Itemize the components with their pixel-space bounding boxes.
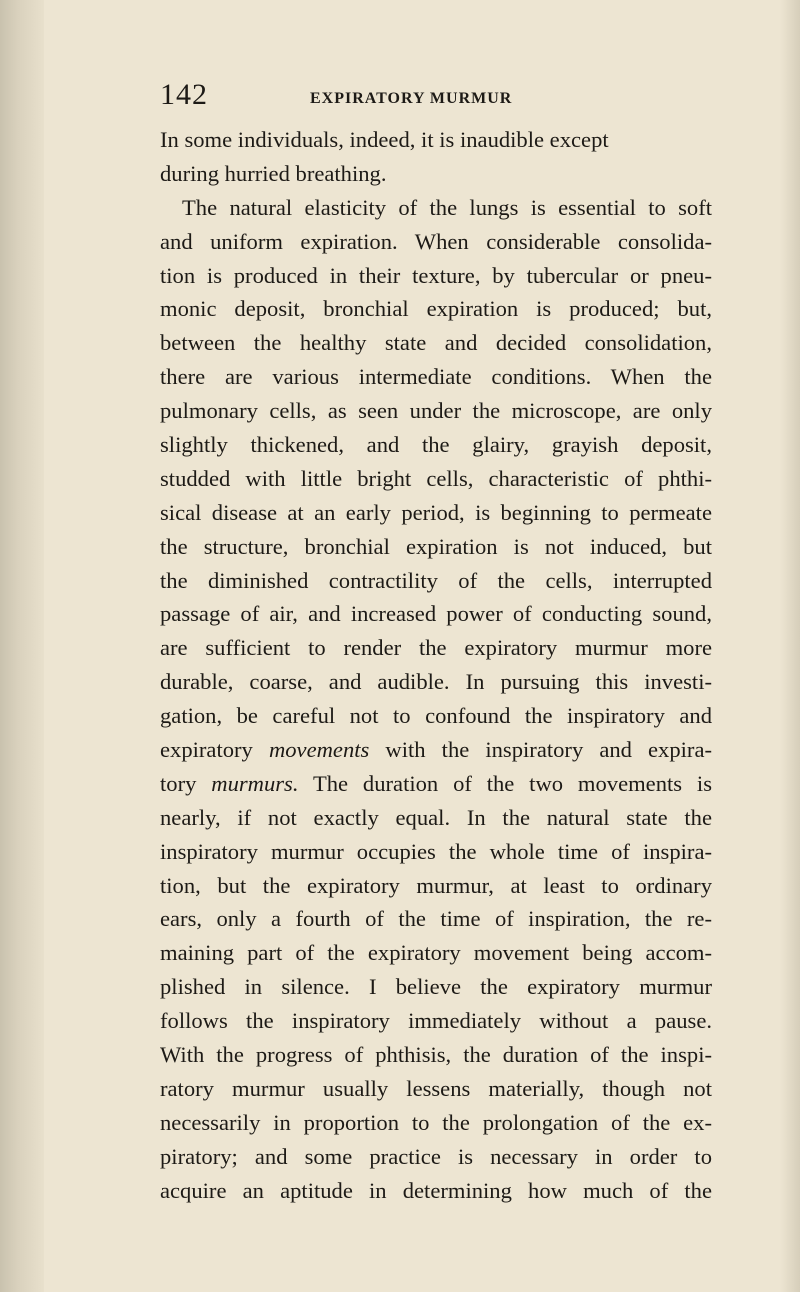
text-segment: with the inspiratory and expira- <box>369 737 712 763</box>
body-text <box>160 123 712 1208</box>
text-line: during hurried breathing. <box>160 160 387 186</box>
text-line: follows the inspiratory immediately without a pause. <box>160 1008 712 1034</box>
text-line: The natural elasticity of the lungs is essential to soft <box>182 194 712 220</box>
text-line: plished in silence. I believe the expiratory murmur <box>160 974 712 1000</box>
text-line: necessarily in proportion to the prolongation of the ex- <box>160 1109 712 1135</box>
text-line: durable, coarse, and audible. In pursuing this investi- <box>160 669 712 695</box>
text-line: ratory murmur usually lessens materially, though not <box>160 1075 712 1101</box>
text-line: nearly, if not exactly equal. In the natural state the <box>160 804 712 830</box>
text-line <box>160 733 712 767</box>
italic-term: movements <box>268 737 370 763</box>
text-line: monic deposit, bronchial expiration is produced; but, <box>160 296 712 322</box>
text-line: there are various intermediate conditions. When the <box>160 364 712 390</box>
page-number: 142 <box>160 78 208 111</box>
text-line: and uniform expiration. When considerable consolida- <box>160 228 712 254</box>
text-segment: expiratory <box>160 737 269 763</box>
text-line: the structure, bronchial expiration is not induced, but <box>160 533 712 559</box>
text-line: sical disease at an early period, is beginning to permeate <box>160 499 712 525</box>
text-line: the diminished contractility of the cells, interrupted <box>160 567 712 593</box>
text-line: inspiratory murmur occupies the whole time of inspira- <box>160 838 712 864</box>
text-line: In some individuals, indeed, it is inaudible except <box>160 127 609 152</box>
text-line: piratory; and some practice is necessary in order to <box>160 1143 712 1169</box>
text-line: tion is produced in their texture, by tubercular or pneu- <box>160 262 712 288</box>
text-line: maining part of the expiratory movement being accom- <box>160 940 712 966</box>
text-line: acquire an aptitude in determining how much of the <box>160 1177 712 1203</box>
text-line: studded with little bright cells, characteristic of phthi- <box>160 465 712 491</box>
text-line: are sufficient to render the expiratory murmur more <box>160 635 712 661</box>
text-line: tion, but the expiratory murmur, at least to ordinary <box>160 872 712 898</box>
text-line: pulmonary cells, as seen under the microscope, are only <box>160 398 712 424</box>
italic-term: murmurs. <box>211 770 299 796</box>
text-line: ears, only a fourth of the time of inspiration, the re- <box>160 906 712 932</box>
text-line <box>160 767 712 801</box>
text-segment: tory <box>160 770 212 796</box>
text-line: slightly thickened, and the glairy, grayish deposit, <box>160 432 712 458</box>
text-line: With the progress of phthisis, the duration of the inspi- <box>160 1042 712 1068</box>
text-line: between the healthy state and decided consolidation, <box>160 330 712 356</box>
text-line: gation, be careful not to confound the inspiratory and <box>160 703 712 729</box>
text-segment: The duration of the two movements is <box>298 770 712 796</box>
running-title: EXPIRATORY MURMUR <box>310 90 513 107</box>
running-head <box>160 78 760 118</box>
text-line: passage of air, and increased power of conducting sound, <box>160 601 712 627</box>
